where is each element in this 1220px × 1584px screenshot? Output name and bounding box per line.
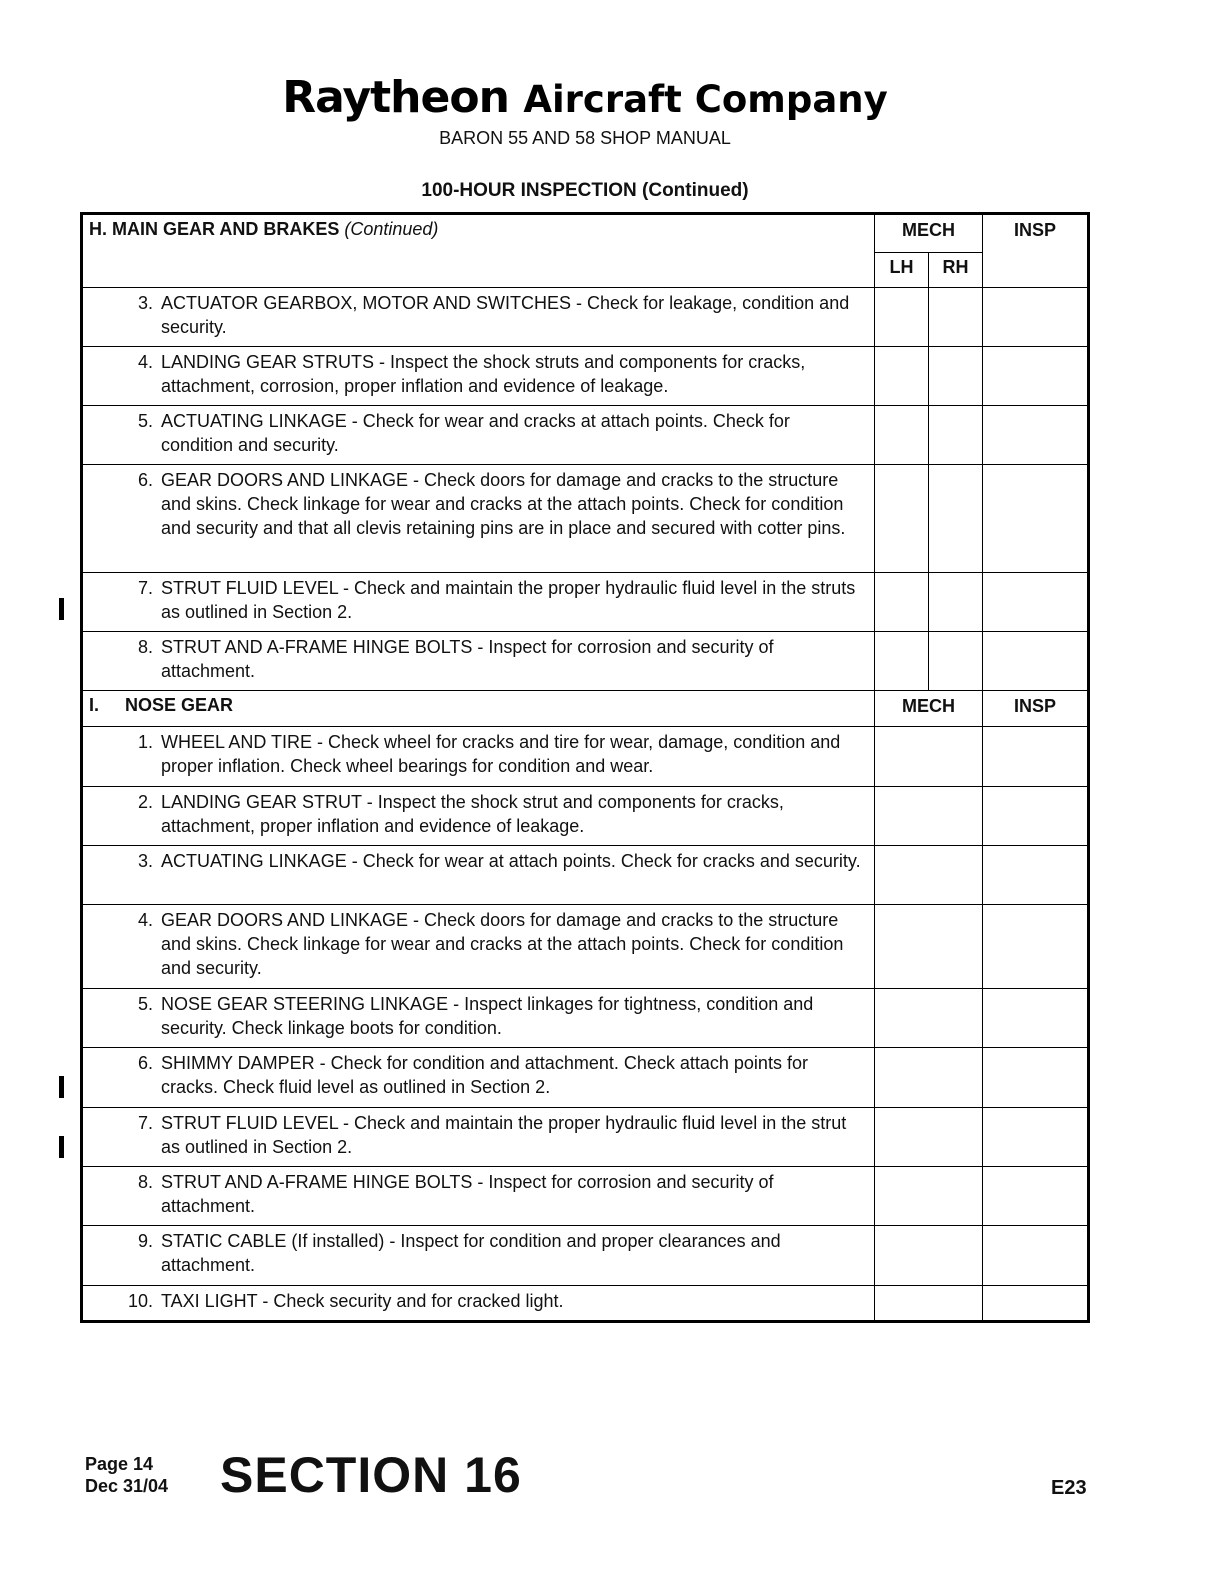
inspection-table	[80, 212, 1090, 1323]
list-item: 9. STATIC CABLE (If installed) - Inspect for condition and proper clearances and attachment.	[83, 1226, 875, 1286]
lh-checkbox[interactable]	[875, 573, 929, 632]
mech-checkbox[interactable]	[875, 1286, 983, 1320]
insp-checkbox[interactable]	[983, 905, 1087, 989]
mech-checkbox[interactable]	[875, 1048, 983, 1108]
insp-checkbox[interactable]	[983, 573, 1087, 632]
insp-checkbox[interactable]	[983, 465, 1087, 573]
rh-checkbox[interactable]	[929, 632, 983, 691]
insp-checkbox[interactable]	[983, 406, 1087, 465]
lh-header: LH	[875, 253, 929, 288]
section-label: SECTION 16	[220, 1447, 522, 1503]
page-date: Dec 31/04	[85, 1476, 169, 1496]
insp-checkbox[interactable]	[983, 727, 1087, 787]
rh-checkbox[interactable]	[929, 347, 983, 406]
list-item: 7. STRUT FLUID LEVEL - Check and maintain the proper hydraulic fluid level in the struts as outlined in Section 2.	[83, 573, 875, 632]
company-name: Aircraft Company	[523, 78, 888, 121]
rh-checkbox[interactable]	[929, 288, 983, 347]
insp-checkbox[interactable]	[983, 1048, 1087, 1108]
revision-change-bar	[59, 1136, 64, 1158]
lh-checkbox[interactable]	[875, 347, 929, 406]
page-code: E23	[1051, 1477, 1087, 1499]
page-number: Page 14	[85, 1454, 154, 1474]
insp-checkbox[interactable]	[983, 1108, 1087, 1167]
manual-title: BARON 55 AND 58 SHOP MANUAL	[439, 128, 731, 148]
page-info	[85, 1453, 168, 1497]
list-item: 5. ACTUATING LINKAGE - Check for wear and cracks at attach points. Check for condition and security.	[83, 406, 875, 465]
insp-checkbox[interactable]	[983, 1167, 1087, 1226]
list-item: 4. GEAR DOORS AND LINKAGE - Check doors for damage and cracks to the structure and skins. Check linkage for wear and cracks at the attach points. Check for condition and security.	[83, 905, 875, 989]
mech-checkbox[interactable]	[875, 1226, 983, 1286]
list-item: 3. ACTUATOR GEARBOX, MOTOR AND SWITCHES - Check for leakage, condition and security.	[83, 288, 875, 347]
lh-checkbox[interactable]	[875, 465, 929, 573]
list-item: 3. ACTUATING LINKAGE - Check for wear at attach points. Check for cracks and security.	[83, 846, 875, 905]
insp-checkbox[interactable]	[983, 787, 1087, 846]
insp-header: INSP	[983, 691, 1087, 727]
section-i-title: I. NOSE GEAR	[83, 691, 875, 727]
mech-checkbox[interactable]	[875, 846, 983, 905]
list-item: 10. TAXI LIGHT - Check security and for cracked light.	[83, 1286, 875, 1320]
insp-checkbox[interactable]	[983, 1286, 1087, 1320]
rh-checkbox[interactable]	[929, 406, 983, 465]
mech-header: MECH	[875, 215, 983, 253]
rh-checkbox[interactable]	[929, 465, 983, 573]
rh-header: RH	[929, 253, 983, 288]
lh-checkbox[interactable]	[875, 406, 929, 465]
revision-change-bar	[59, 598, 64, 620]
insp-header: INSP	[983, 215, 1087, 288]
list-item: 6. SHIMMY DAMPER - Check for condition and attachment. Check attach points for cracks. Check fluid level as outlined in Section 2.	[83, 1048, 875, 1108]
mech-checkbox[interactable]	[875, 1108, 983, 1167]
mech-checkbox[interactable]	[875, 1167, 983, 1226]
list-item: 5. NOSE GEAR STEERING LINKAGE - Inspect linkages for tightness, condition and security. Check linkage boots for condition.	[83, 989, 875, 1048]
lh-checkbox[interactable]	[875, 288, 929, 347]
list-item: 4. LANDING GEAR STRUTS - Inspect the shock struts and components for cracks, attachment, corrosion, proper inflation and evidence of leakage.	[83, 347, 875, 406]
mech-checkbox[interactable]	[875, 905, 983, 989]
lh-checkbox[interactable]	[875, 632, 929, 691]
list-item: 2. LANDING GEAR STRUT - Inspect the shock strut and components for cracks, attachment, proper inflation and evidence of leakage.	[83, 787, 875, 846]
insp-checkbox[interactable]	[983, 347, 1087, 406]
insp-checkbox[interactable]	[983, 632, 1087, 691]
inspection-title: 100-HOUR INSPECTION (Continued)	[421, 180, 749, 201]
list-item: 8. STRUT AND A-FRAME HINGE BOLTS - Inspect for corrosion and security of attachment.	[83, 1167, 875, 1226]
rh-checkbox[interactable]	[929, 573, 983, 632]
mech-checkbox[interactable]	[875, 727, 983, 787]
list-item: 8. STRUT AND A-FRAME HINGE BOLTS - Inspect for corrosion and security of attachment.	[83, 632, 875, 691]
company-logo	[0, 72, 1170, 123]
insp-checkbox[interactable]	[983, 1226, 1087, 1286]
list-item: 6. GEAR DOORS AND LINKAGE - Check doors for damage and cracks to the structure and skins. Check linkage for wear and cracks at the attach points. Check for condition and security and that all clevis retaining pins are in place and secured with cotter pins.	[83, 465, 875, 573]
insp-checkbox[interactable]	[983, 989, 1087, 1048]
insp-checkbox[interactable]	[983, 288, 1087, 347]
list-item: 1. WHEEL AND TIRE - Check wheel for cracks and tire for wear, damage, condition and proper inflation. Check wheel bearings for condition and wear.	[83, 727, 875, 787]
mech-checkbox[interactable]	[875, 787, 983, 846]
raytheon-logo: Raytheon	[282, 72, 509, 123]
list-item: 7. STRUT FLUID LEVEL - Check and maintain the proper hydraulic fluid level in the strut as outlined in Section 2.	[83, 1108, 875, 1167]
mech-header: MECH	[875, 691, 983, 727]
revision-change-bar	[59, 1076, 64, 1098]
mech-checkbox[interactable]	[875, 989, 983, 1048]
section-h-title: H. MAIN GEAR AND BRAKES (Continued)	[83, 215, 875, 288]
insp-checkbox[interactable]	[983, 846, 1087, 905]
